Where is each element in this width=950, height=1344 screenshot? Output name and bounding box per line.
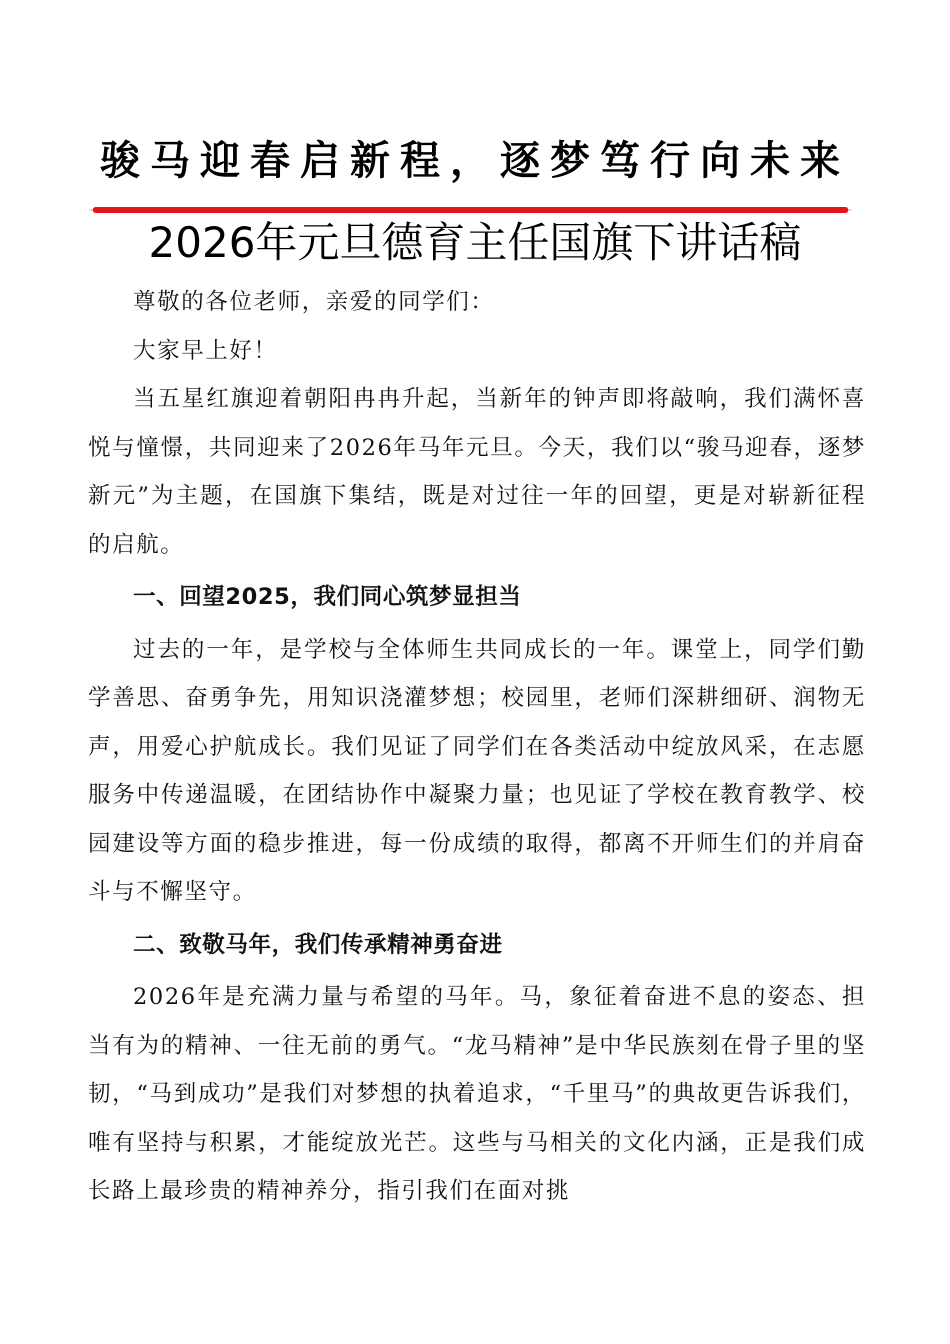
- section-heading: 二、致敬马年，我们传承精神勇奋进: [133, 931, 503, 958]
- section-paragraph: 过去的一年，是学校与全体师生共同成长的一年。课堂上，同学们勤学善思、奋勇争先，用知识浇灌梦想；校园里，老师们深耕细研、润物无声，用爱心护航成长。我们见证了同学们在各类活动中绽放风采，在志愿服务中传递温暖，在团结协作中凝聚力量；也见证了学校在教育教学、校园建设等方面的稳步推进，每一份成绩的取得，都离不开师生们的并肩奋斗与不懈坚守。: [88, 636, 866, 905]
- salutation: 大家早上好！: [133, 337, 278, 364]
- document-body: [88, 278, 866, 1216]
- intro-paragraph: 当五星红旗迎着朝阳冉冉升起，当新年的钟声即将敲响，我们满怀喜悦与憧憬，共同迎来了2026年马年元旦。今天，我们以“骏马迎春，逐梦新元”为主题，在国旗下集结，既是对过往一年的回望，更是对崭新征程的启航。: [88, 386, 866, 558]
- document-title: 骏马迎春启新程，逐梦笃行向未来: [100, 137, 850, 184]
- greeting: 尊敬的各位老师，亲爱的同学们：: [133, 289, 495, 315]
- section-heading: 一、回望2025，我们同心筑梦显担当: [133, 584, 522, 610]
- document-subtitle: 2026年元旦德育主任国旗下讲话稿: [148, 218, 802, 267]
- section-paragraph: 2026年是充满力量与希望的马年。马，象征着奋进不息的姿态、担当有为的精神、一往无前的勇气。“龙马精神”是中华民族刻在骨子里的坚韧，“马到成功”是我们对梦想的执着追求，“千里马”的典故更告诉我们，唯有坚持与积累，才能绽放光芒。这些与马相关的文化内涵，正是我们成长路上最珍贵的精神养分，指引我们在面对挑: [88, 984, 866, 1204]
